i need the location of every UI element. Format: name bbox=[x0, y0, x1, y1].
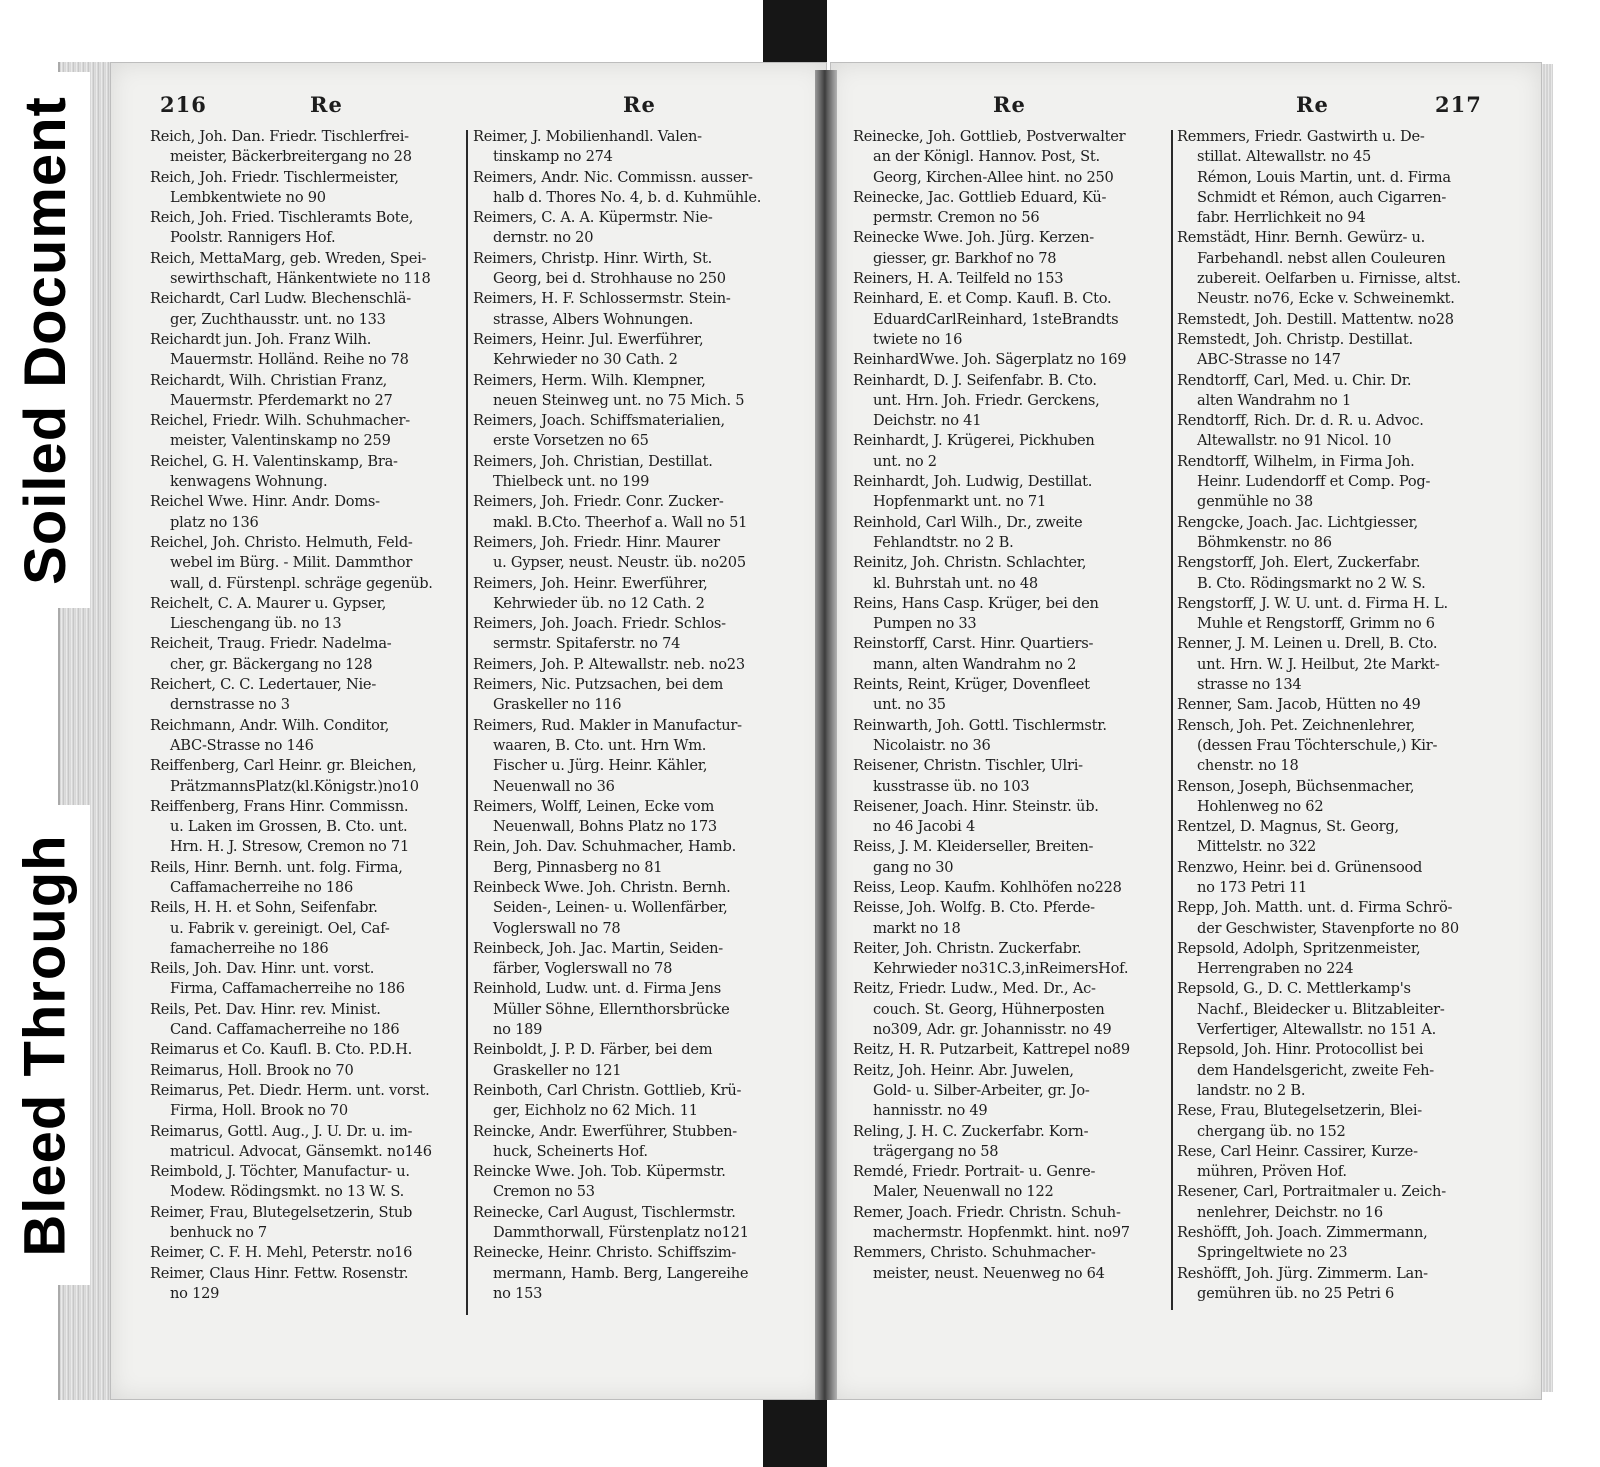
directory-entry-continuation: unt. no 35 bbox=[873, 696, 946, 714]
directory-entry-line: Repp, Joh. Matth. unt. d. Firma Schrö- bbox=[1177, 899, 1453, 917]
directory-entry-line: Rensch, Joh. Pet. Zeichnenlehrer, bbox=[1177, 716, 1416, 734]
directory-entry-line: Reichardt, Wilh. Christian Franz, bbox=[150, 371, 388, 389]
directory-entry-line: Reils, Joh. Dav. Hinr. unt. vorst. bbox=[150, 960, 375, 978]
directory-entry-continuation: fabr. Herrlichkeit no 94 bbox=[1197, 209, 1366, 227]
directory-entry-line: Reiss, J. M. Kleiderseller, Breiten- bbox=[853, 838, 1094, 856]
directory-entry-line: Reisener, Joach. Hinr. Steinstr. üb. bbox=[853, 797, 1099, 815]
directory-entry-line: Rendtorff, Wilhelm, in Firma Joh. bbox=[1177, 452, 1415, 470]
directory-entry-continuation: Graskeller no 116 bbox=[493, 696, 622, 714]
directory-entry-continuation: couch. St. Georg, Hühnerposten bbox=[873, 1000, 1105, 1018]
directory-entry-continuation: strasse no 134 bbox=[1197, 676, 1302, 694]
directory-entry-line: Reichel, G. H. Valentinskamp, Bra- bbox=[150, 452, 398, 470]
directory-entry-continuation: mermann, Hamb. Berg, Langereihe bbox=[493, 1264, 749, 1282]
directory-entry-line: Reimers, Rud. Makler in Manufactur- bbox=[473, 716, 742, 734]
directory-entry-continuation: Neuenwall, Bohns Platz no 173 bbox=[493, 818, 717, 836]
directory-entry-continuation: no 173 Petri 11 bbox=[1197, 878, 1308, 896]
right-running-head-1: Re bbox=[993, 92, 1026, 117]
directory-entry-continuation: twiete no 16 bbox=[873, 330, 963, 348]
directory-entry-continuation: Graskeller no 121 bbox=[493, 1061, 622, 1079]
directory-entry-continuation: Herrengraben no 224 bbox=[1197, 960, 1354, 978]
directory-entry-line: Reshöfft, Joh. Joach. Zimmermann, bbox=[1177, 1224, 1428, 1242]
directory-entry-continuation: huck, Scheinerts Hof. bbox=[493, 1142, 648, 1160]
directory-entry-continuation: ABC-Strasse no 147 bbox=[1197, 351, 1341, 369]
directory-entry-line: Reich, MettaMarg, geb. Wreden, Spei- bbox=[150, 249, 427, 267]
directory-entry-line: Reichel, Friedr. Wilh. Schuhmacher- bbox=[150, 412, 410, 430]
directory-entry-line: Reints, Reint, Krüger, Dovenfleet bbox=[853, 676, 1090, 694]
right-page-number: 217 bbox=[1435, 92, 1482, 117]
directory-entry-line: Reichmann, Andr. Wilh. Conditor, bbox=[150, 716, 390, 734]
directory-entry-continuation: ABC-Strasse no 146 bbox=[170, 736, 314, 754]
directory-entry-continuation: u. Fabrik v. gereinigt. Oel, Caf- bbox=[170, 919, 390, 937]
directory-entry-continuation: Altewallstr. no 91 Nicol. 10 bbox=[1197, 432, 1392, 450]
directory-entry-line: Reling, J. H. C. Zuckerfabr. Korn- bbox=[853, 1122, 1089, 1140]
directory-entry-line: Renson, Joseph, Büchsenmacher, bbox=[1177, 777, 1415, 795]
directory-entry-continuation: trägergang no 58 bbox=[873, 1142, 999, 1160]
directory-entry-continuation: Fehlandtstr. no 2 B. bbox=[873, 533, 1014, 551]
directory-entry-continuation: Berg, Pinnasberg no 81 bbox=[493, 858, 663, 876]
directory-entry-continuation: Springeltwiete no 23 bbox=[1197, 1244, 1348, 1262]
directory-entry-continuation: (dessen Frau Töchterschule,) Kir- bbox=[1197, 736, 1438, 754]
directory-entry-continuation: Müller Söhne, Ellernthorsbrücke bbox=[493, 1000, 730, 1018]
directory-entry-line: Reinecke, Jac. Gottlieb Eduard, Kü- bbox=[853, 188, 1107, 206]
directory-entry-continuation: meister, neust. Neuenweg no 64 bbox=[873, 1264, 1105, 1282]
directory-entry-continuation: dem Handelsgericht, zweite Feh- bbox=[1197, 1061, 1434, 1079]
directory-entry-line: Reinstorff, Carst. Hinr. Quartiers- bbox=[853, 635, 1094, 653]
directory-entry-continuation: unt. Hrn. W. J. Heilbut, 2te Markt- bbox=[1197, 655, 1440, 673]
directory-entry-line: Remmers, Christo. Schuhmacher- bbox=[853, 1244, 1096, 1262]
directory-entry-continuation: Lembkentwiete no 90 bbox=[170, 188, 326, 206]
directory-entry-line: Reimbold, J. Töchter, Manufactur- u. bbox=[150, 1163, 410, 1181]
directory-entry-line: Rengstorff, Joh. Elert, Zuckerfabr. bbox=[1177, 554, 1421, 572]
directory-entry-line: Reimers, C. A. A. Küpermstr. Nie- bbox=[473, 209, 713, 227]
directory-entry-continuation: sermstr. Spitaferstr. no 74 bbox=[493, 635, 681, 653]
directory-entry-continuation: Caffamacherreihe no 186 bbox=[170, 878, 353, 896]
directory-entry-line: Reinhardt, D. J. Seifenfabr. B. Cto. bbox=[853, 371, 1097, 389]
directory-entry-continuation: Mittelstr. no 322 bbox=[1197, 838, 1317, 856]
directory-entry-continuation: dernstr. no 20 bbox=[493, 229, 594, 247]
directory-entry-continuation: genmühle no 38 bbox=[1197, 493, 1313, 511]
directory-entry-line: Reichert, C. C. Ledertauer, Nie- bbox=[150, 676, 377, 694]
directory-entry-continuation: dernstrasse no 3 bbox=[170, 696, 290, 714]
directory-entry-line: Rese, Carl Heinr. Cassirer, Kurze- bbox=[1177, 1142, 1418, 1160]
directory-entry-continuation: stillat. Altewallstr. no 45 bbox=[1197, 148, 1372, 166]
directory-entry-continuation: färber, Voglerswall no 78 bbox=[493, 960, 673, 978]
directory-entry-line: Renzwo, Heinr. bei d. Grünensood bbox=[1177, 858, 1423, 876]
directory-entry-line: Reils, Hinr. Bernh. unt. folg. Firma, bbox=[150, 858, 403, 876]
directory-entry-line: Reitz, Joh. Heinr. Abr. Juwelen, bbox=[853, 1061, 1074, 1079]
directory-entry-continuation: Gold- u. Silber-Arbeiter, gr. Jo- bbox=[873, 1081, 1090, 1099]
bleed-through-text: Bleed Through bbox=[12, 833, 78, 1257]
directory-entry-continuation: Mauermstr. Holländ. Reihe no 78 bbox=[170, 351, 409, 369]
bleed-through-label bbox=[0, 805, 90, 1285]
directory-entry-line: Reich, Joh. Friedr. Tischlermeister, bbox=[150, 168, 399, 186]
directory-entry-line: Reimers, Heinr. Jul. Ewerführer, bbox=[473, 330, 704, 348]
directory-entry-line: Reichel, Joh. Christo. Helmuth, Feld- bbox=[150, 533, 413, 551]
soiled-document-label bbox=[0, 72, 90, 608]
directory-entry-continuation: gang no 30 bbox=[873, 858, 954, 876]
directory-entry-continuation: webel im Bürg. - Milit. Dammthor bbox=[170, 554, 413, 572]
directory-entry-continuation: unt. Hrn. Joh. Friedr. Gerckens, bbox=[873, 391, 1100, 409]
directory-entry-line: Reinboldt, J. P. D. Färber, bei dem bbox=[473, 1041, 713, 1059]
directory-entry-continuation: chergang üb. no 152 bbox=[1197, 1122, 1346, 1140]
directory-entry-continuation: Maler, Neuenwall no 122 bbox=[873, 1183, 1054, 1201]
directory-entry-continuation: machermstr. Hopfenmkt. hint. no97 bbox=[873, 1224, 1130, 1242]
directory-entry-line: Rendtorff, Rich. Dr. d. R. u. Advoc. bbox=[1177, 412, 1424, 430]
directory-entry-line: Reinhardt, J. Krügerei, Pickhuben bbox=[853, 432, 1095, 450]
directory-entry-line: Reils, H. H. et Sohn, Seifenfabr. bbox=[150, 899, 378, 917]
directory-entry-continuation: platz no 136 bbox=[170, 513, 259, 531]
directory-entry-continuation: Lieschengang üb. no 13 bbox=[170, 615, 342, 633]
directory-entry-continuation: kenwagens Wohnung. bbox=[170, 473, 328, 491]
directory-entry-line: Reinecke, Joh. Gottlieb, Postverwalter bbox=[853, 128, 1126, 145]
directory-entry-line: Reimers, Joh. Friedr. Conr. Zucker- bbox=[473, 493, 724, 511]
directory-entry-line: Reimers, Joh. Friedr. Hinr. Maurer bbox=[473, 533, 720, 551]
directory-entry-line: Reimers, Nic. Putzsachen, bei dem bbox=[473, 676, 724, 694]
directory-entry-continuation: hannisstr. no 49 bbox=[873, 1102, 988, 1120]
directory-entry-continuation: Cremon no 53 bbox=[493, 1183, 595, 1201]
left-page-column-1 bbox=[150, 127, 463, 1304]
directory-entry-line: Reimers, Joh. P. Altewallstr. neb. no23 bbox=[473, 655, 745, 673]
directory-entry-continuation: halb d. Thores No. 4, b. d. Kuhmühle. bbox=[493, 188, 762, 206]
directory-entry-line: Reimarus, Pet. Diedr. Herm. unt. vorst. bbox=[150, 1081, 430, 1099]
directory-entry-continuation: Fischer u. Jürg. Heinr. Kähler, bbox=[493, 757, 708, 775]
directory-entry-line: Remstädt, Hinr. Bernh. Gewürz- u. bbox=[1177, 229, 1426, 247]
directory-entry-continuation: Farbehandl. nebst allen Couleuren bbox=[1197, 249, 1446, 267]
directory-entry-continuation: Kehrwieder üb. no 12 Cath. 2 bbox=[493, 594, 705, 612]
directory-entry-continuation: gemühren üb. no 25 Petri 6 bbox=[1197, 1284, 1395, 1302]
directory-entry-continuation: sewirthschaft, Hänkentwiete no 118 bbox=[170, 270, 431, 288]
directory-entry-continuation: Firma, Holl. Brook no 70 bbox=[170, 1102, 348, 1120]
directory-entry-continuation: u. Laken im Grossen, B. Cto. unt. bbox=[170, 818, 408, 836]
directory-entry-continuation: kl. Buhrstah unt. no 48 bbox=[873, 574, 1038, 592]
directory-entry-continuation: Georg, bei d. Strohhause no 250 bbox=[493, 270, 726, 288]
directory-entry-line: Reshöfft, Joh. Jürg. Zimmerm. Lan- bbox=[1177, 1264, 1428, 1282]
directory-entry-line: Reimarus et Co. Kaufl. B. Cto. P.D.H. bbox=[150, 1041, 413, 1059]
directory-entry-continuation: Modew. Rödingsmkt. no 13 W. S. bbox=[170, 1183, 404, 1201]
directory-entry-continuation: Schmidt et Rémon, auch Cigarren- bbox=[1197, 188, 1447, 206]
directory-entry-line: Reimer, Claus Hinr. Fettw. Rosenstr. bbox=[150, 1264, 409, 1282]
directory-entry-line: Rengcke, Joach. Jac. Lichtgiesser, bbox=[1177, 513, 1419, 531]
directory-entry-continuation: PrätzmannsPlatz(kl.Königstr.)no10 bbox=[170, 777, 419, 795]
directory-entry-line: Reinbeck Wwe. Joh. Christn. Bernh. bbox=[473, 878, 731, 896]
directory-entry-line: Reimer, J. Mobilienhandl. Valen- bbox=[473, 128, 702, 145]
soiled-document-text: Soiled Document bbox=[12, 95, 78, 585]
directory-entry-continuation: nenlehrer, Deichstr. no 16 bbox=[1197, 1203, 1383, 1221]
directory-entry-continuation: an der Königl. Hannov. Post, St. bbox=[873, 148, 1100, 166]
directory-entry-line: Reimers, Joh. Heinr. Ewerführer, bbox=[473, 574, 708, 592]
directory-entry-continuation: meister, Bäckerbreitergang no 28 bbox=[170, 148, 412, 166]
binding-clip-top bbox=[763, 0, 827, 64]
directory-entry-continuation: Kehrwieder no31C.3,inReimersHof. bbox=[873, 960, 1129, 978]
directory-entry-continuation: Pumpen no 33 bbox=[873, 615, 977, 633]
directory-entry-continuation: chenstr. no 18 bbox=[1197, 757, 1299, 775]
directory-entry-line: Reich, Joh. Dan. Friedr. Tischlerfrei- bbox=[150, 128, 409, 145]
directory-entry-continuation: cher, gr. Bäckergang no 128 bbox=[170, 655, 373, 673]
directory-entry-continuation: markt no 18 bbox=[873, 919, 961, 937]
directory-entry-continuation: Hopfenmarkt unt. no 71 bbox=[873, 493, 1046, 511]
directory-entry-continuation: kusstrasse üb. no 103 bbox=[873, 777, 1030, 795]
directory-entry-line: Reinecke, Carl August, Tischlermstr. bbox=[473, 1203, 736, 1221]
directory-entry-line: Renner, J. M. Leinen u. Drell, B. Cto. bbox=[1177, 635, 1438, 653]
directory-entry-continuation: no309, Adr. gr. Johannisstr. no 49 bbox=[873, 1021, 1112, 1039]
directory-entry-line: Reitz, H. R. Putzarbeit, Kattrepel no89 bbox=[853, 1041, 1130, 1059]
directory-entry-line: Reils, Pet. Dav. Hinr. rev. Minist. bbox=[150, 1000, 381, 1018]
right-running-head-2: Re bbox=[1296, 92, 1329, 117]
directory-entry-continuation: Deichstr. no 41 bbox=[873, 412, 982, 430]
directory-entry-continuation: Dammthorwall, Fürstenplatz no121 bbox=[493, 1224, 749, 1242]
directory-entry-line: Reincke Wwe. Joh. Tob. Küpermstr. bbox=[473, 1163, 726, 1181]
directory-entry-continuation: no 129 bbox=[170, 1284, 220, 1302]
directory-entry-continuation: Rémon, Louis Martin, unt. d. Firma bbox=[1197, 168, 1451, 186]
directory-entry-line: Reimers, Joach. Schiffsmaterialien, bbox=[473, 412, 725, 430]
directory-entry-line: Reiners, H. A. Teilfeld no 153 bbox=[853, 270, 1064, 288]
directory-entry-line: Reimers, Wolff, Leinen, Ecke vom bbox=[473, 797, 715, 815]
directory-entry-line: Reinecke Wwe. Joh. Jürg. Kerzen- bbox=[853, 229, 1094, 247]
right-page-column-2 bbox=[1177, 127, 1490, 1304]
book-gutter bbox=[815, 70, 837, 1400]
directory-entry-line: Remstedt, Joh. Destill. Mattentw. no28 bbox=[1177, 310, 1454, 328]
directory-entry-line: Reinhold, Carl Wilh., Dr., zweite bbox=[853, 513, 1083, 531]
directory-entry-continuation: zubereit. Oelfarben u. Firnisse, altst. bbox=[1197, 270, 1461, 288]
directory-entry-line: Reinbeck, Joh. Jac. Martin, Seiden- bbox=[473, 939, 723, 957]
directory-entry-continuation: strasse, Albers Wohnungen. bbox=[493, 310, 694, 328]
directory-entry-line: Reinitz, Joh. Christn. Schlachter, bbox=[853, 554, 1087, 572]
left-page-number: 216 bbox=[160, 92, 207, 117]
directory-entry-line: Reimers, H. F. Schlossermstr. Stein- bbox=[473, 290, 731, 308]
directory-entry-continuation: Nicolaistr. no 36 bbox=[873, 736, 991, 754]
directory-entry-continuation: Voglerswall no 78 bbox=[493, 919, 621, 937]
directory-entry-line: Reisse, Joh. Wolfg. B. Cto. Pferde- bbox=[853, 899, 1095, 917]
left-column-rule bbox=[466, 130, 468, 1315]
directory-entry-line: Reichelt, C. A. Maurer u. Gypser, bbox=[150, 594, 387, 612]
directory-entry-continuation: Firma, Caffamacherreihe no 186 bbox=[170, 980, 405, 998]
directory-entry-line: Rendtorff, Carl, Med. u. Chir. Dr. bbox=[1177, 371, 1412, 389]
right-page-column-1 bbox=[853, 127, 1166, 1284]
right-column-rule bbox=[1171, 130, 1173, 1310]
directory-entry-line: Reimers, Joh. Christian, Destillat. bbox=[473, 452, 713, 470]
directory-entry-continuation: Mauermstr. Pferdemarkt no 27 bbox=[170, 391, 393, 409]
directory-entry-continuation: wall, d. Fürstenpl. schräge gegenüb. bbox=[170, 574, 433, 592]
directory-entry-continuation: Nachf., Bleidecker u. Blitzableiter- bbox=[1197, 1000, 1445, 1018]
directory-entry-line: Reitz, Friedr. Ludw., Med. Dr., Ac- bbox=[853, 980, 1096, 998]
directory-entry-continuation: matricul. Advocat, Gänsemkt. no146 bbox=[170, 1142, 432, 1160]
directory-entry-continuation: Thielbeck unt. no 199 bbox=[493, 473, 650, 491]
directory-entry-continuation: u. Gypser, neust. Neustr. üb. no205 bbox=[493, 554, 746, 572]
directory-entry-line: Resener, Carl, Portraitmaler u. Zeich- bbox=[1177, 1183, 1446, 1201]
directory-entry-continuation: permstr. Cremon no 56 bbox=[873, 209, 1040, 227]
directory-entry-line: Reinhard, E. et Comp. Kaufl. B. Cto. bbox=[853, 290, 1112, 308]
directory-entry-line: Remdé, Friedr. Portrait- u. Genre- bbox=[853, 1163, 1096, 1181]
directory-entry-line: Reiss, Leop. Kaufm. Kohlhöfen no228 bbox=[853, 878, 1122, 896]
directory-entry-continuation: tinskamp no 274 bbox=[493, 148, 613, 166]
directory-entry-continuation: waaren, B. Cto. unt. Hrn Wm. bbox=[493, 736, 707, 754]
directory-entry-continuation: EduardCarlReinhard, 1steBrandts bbox=[873, 310, 1119, 328]
directory-entry-line: Reinwarth, Joh. Gottl. Tischlermstr. bbox=[853, 716, 1107, 734]
directory-entry-line: Reimers, Herm. Wilh. Klempner, bbox=[473, 371, 706, 389]
directory-entry-continuation: Neustr. no76, Ecke v. Schweinemkt. bbox=[1197, 290, 1455, 308]
directory-entry-continuation: Verfertiger, Altewallstr. no 151 A. bbox=[1197, 1021, 1436, 1039]
directory-entry-line: Reincke, Andr. Ewerführer, Stubben- bbox=[473, 1122, 737, 1140]
left-running-head-1: Re bbox=[310, 92, 343, 117]
left-running-head-2: Re bbox=[623, 92, 656, 117]
directory-entry-line: Remstedt, Joh. Christp. Destillat. bbox=[1177, 330, 1413, 348]
directory-entry-line: Reimarus, Holl. Brook no 70 bbox=[150, 1061, 354, 1079]
directory-entry-line: Rengstorff, J. W. U. unt. d. Firma H. L. bbox=[1177, 594, 1448, 612]
directory-entry-line: Reisener, Christn. Tischler, Ulri- bbox=[853, 757, 1083, 775]
directory-entry-continuation: no 46 Jacobi 4 bbox=[873, 818, 975, 836]
directory-entry-line: Reimers, Christp. Hinr. Wirth, St. bbox=[473, 249, 713, 267]
directory-entry-line: Remer, Joach. Friedr. Christn. Schuh- bbox=[853, 1203, 1121, 1221]
directory-entry-continuation: Hohlenweg no 62 bbox=[1197, 797, 1324, 815]
directory-entry-continuation: Poolstr. Rannigers Hof. bbox=[170, 229, 336, 247]
directory-entry-line: Reinecke, Heinr. Christo. Schiffszim- bbox=[473, 1244, 737, 1262]
directory-entry-continuation: Hrn. H. J. Stresow, Cremon no 71 bbox=[170, 838, 410, 856]
directory-entry-continuation: Böhmkenstr. no 86 bbox=[1197, 533, 1332, 551]
directory-entry-line: Reiffenberg, Carl Heinr. gr. Bleichen, bbox=[150, 757, 417, 775]
directory-entry-continuation: Georg, Kirchen-Allee hint. no 250 bbox=[873, 168, 1114, 186]
directory-entry-line: Reinboth, Carl Christn. Gottlieb, Krü- bbox=[473, 1081, 742, 1099]
directory-entry-continuation: erste Vorsetzen no 65 bbox=[493, 432, 649, 450]
directory-entry-line: Remmers, Friedr. Gastwirth u. De- bbox=[1177, 128, 1425, 145]
directory-entry-line: Reiffenberg, Frans Hinr. Commissn. bbox=[150, 797, 409, 815]
directory-entry-line: Rein, Joh. Dav. Schuhmacher, Hamb. bbox=[473, 838, 736, 856]
directory-entry-line: Reimers, Andr. Nic. Commissn. ausser- bbox=[473, 168, 753, 186]
directory-entry-continuation: Kehrwieder no 30 Cath. 2 bbox=[493, 351, 678, 369]
directory-entry-continuation: famacherreihe no 186 bbox=[170, 939, 329, 957]
directory-entry-line: Reimers, Joh. Joach. Friedr. Schlos- bbox=[473, 615, 726, 633]
directory-entry-line: Reiter, Joh. Christn. Zuckerfabr. bbox=[853, 939, 1082, 957]
directory-entry-line: Reicheit, Traug. Friedr. Nadelma- bbox=[150, 635, 392, 653]
directory-entry-line: ReinhardWwe. Joh. Sägerplatz no 169 bbox=[853, 351, 1127, 369]
directory-entry-line: Repsold, Adolph, Spritzenmeister, bbox=[1177, 939, 1421, 957]
directory-entry-line: Rese, Frau, Blutegelsetzerin, Blei- bbox=[1177, 1102, 1422, 1120]
directory-entry-line: Reins, Hans Casp. Krüger, bei den bbox=[853, 594, 1099, 612]
directory-entry-continuation: alten Wandrahm no 1 bbox=[1197, 391, 1351, 409]
directory-entry-continuation: B. Cto. Rödingsmarkt no 2 W. S. bbox=[1197, 574, 1426, 592]
directory-entry-continuation: Seiden-, Leinen- u. Wollenfärber, bbox=[493, 899, 728, 917]
directory-entry-continuation: landstr. no 2 B. bbox=[1197, 1081, 1306, 1099]
directory-entry-line: Reichel Wwe. Hinr. Andr. Doms- bbox=[150, 493, 380, 511]
directory-entry-continuation: makl. B.Cto. Theerhof a. Wall no 51 bbox=[493, 513, 748, 531]
directory-entry-line: Repsold, G., D. C. Mettlerkamp's bbox=[1177, 980, 1411, 998]
directory-entry-continuation: neuen Steinweg unt. no 75 Mich. 5 bbox=[493, 391, 745, 409]
directory-entry-line: Reimer, C. F. H. Mehl, Peterstr. no16 bbox=[150, 1244, 413, 1262]
directory-entry-line: Repsold, Joh. Hinr. Protocollist bei bbox=[1177, 1041, 1424, 1059]
left-page-column-2 bbox=[473, 127, 786, 1304]
directory-entry-continuation: benhuck no 7 bbox=[170, 1224, 267, 1242]
directory-entry-continuation: ger, Eichholz no 62 Mich. 11 bbox=[493, 1102, 698, 1120]
directory-entry-line: Reimarus, Gottl. Aug., J. U. Dr. u. im- bbox=[150, 1122, 413, 1140]
directory-entry-continuation: no 153 bbox=[493, 1284, 543, 1302]
directory-entry-line: Renner, Sam. Jacob, Hütten no 49 bbox=[1177, 696, 1421, 714]
directory-entry-line: Reichardt, Carl Ludw. Blechenschlä- bbox=[150, 290, 411, 308]
directory-entry-continuation: der Geschwister, Stavenpforte no 80 bbox=[1197, 919, 1459, 937]
directory-entry-line: Reinhold, Ludw. unt. d. Firma Jens bbox=[473, 980, 722, 998]
directory-entry-continuation: mühren, Pröven Hof. bbox=[1197, 1163, 1347, 1181]
directory-entry-continuation: mann, alten Wandrahm no 2 bbox=[873, 655, 1077, 673]
directory-entry-continuation: Neuenwall no 36 bbox=[493, 777, 615, 795]
directory-entry-line: Reich, Joh. Fried. Tischleramts Bote, bbox=[150, 209, 414, 227]
directory-entry-continuation: giesser, gr. Barkhof no 78 bbox=[873, 249, 1057, 267]
directory-entry-continuation: no 189 bbox=[493, 1021, 543, 1039]
directory-entry-line: Reichardt jun. Joh. Franz Wilh. bbox=[150, 330, 372, 348]
directory-entry-line: Rentzel, D. Magnus, St. Georg, bbox=[1177, 818, 1399, 836]
directory-entry-continuation: Cand. Caffamacherreihe no 186 bbox=[170, 1021, 400, 1039]
directory-entry-line: Reinhardt, Joh. Ludwig, Destillat. bbox=[853, 473, 1093, 491]
directory-entry-continuation: meister, Valentinskamp no 259 bbox=[170, 432, 391, 450]
directory-entry-continuation: ger, Zuchthausstr. unt. no 133 bbox=[170, 310, 386, 328]
directory-entry-continuation: Muhle et Rengstorff, Grimm no 6 bbox=[1197, 615, 1435, 633]
directory-entry-line: Reimer, Frau, Blutegelsetzerin, Stub bbox=[150, 1203, 413, 1221]
directory-entry-continuation: Heinr. Ludendorff et Comp. Pog- bbox=[1197, 473, 1431, 491]
directory-entry-continuation: unt. no 2 bbox=[873, 452, 937, 470]
